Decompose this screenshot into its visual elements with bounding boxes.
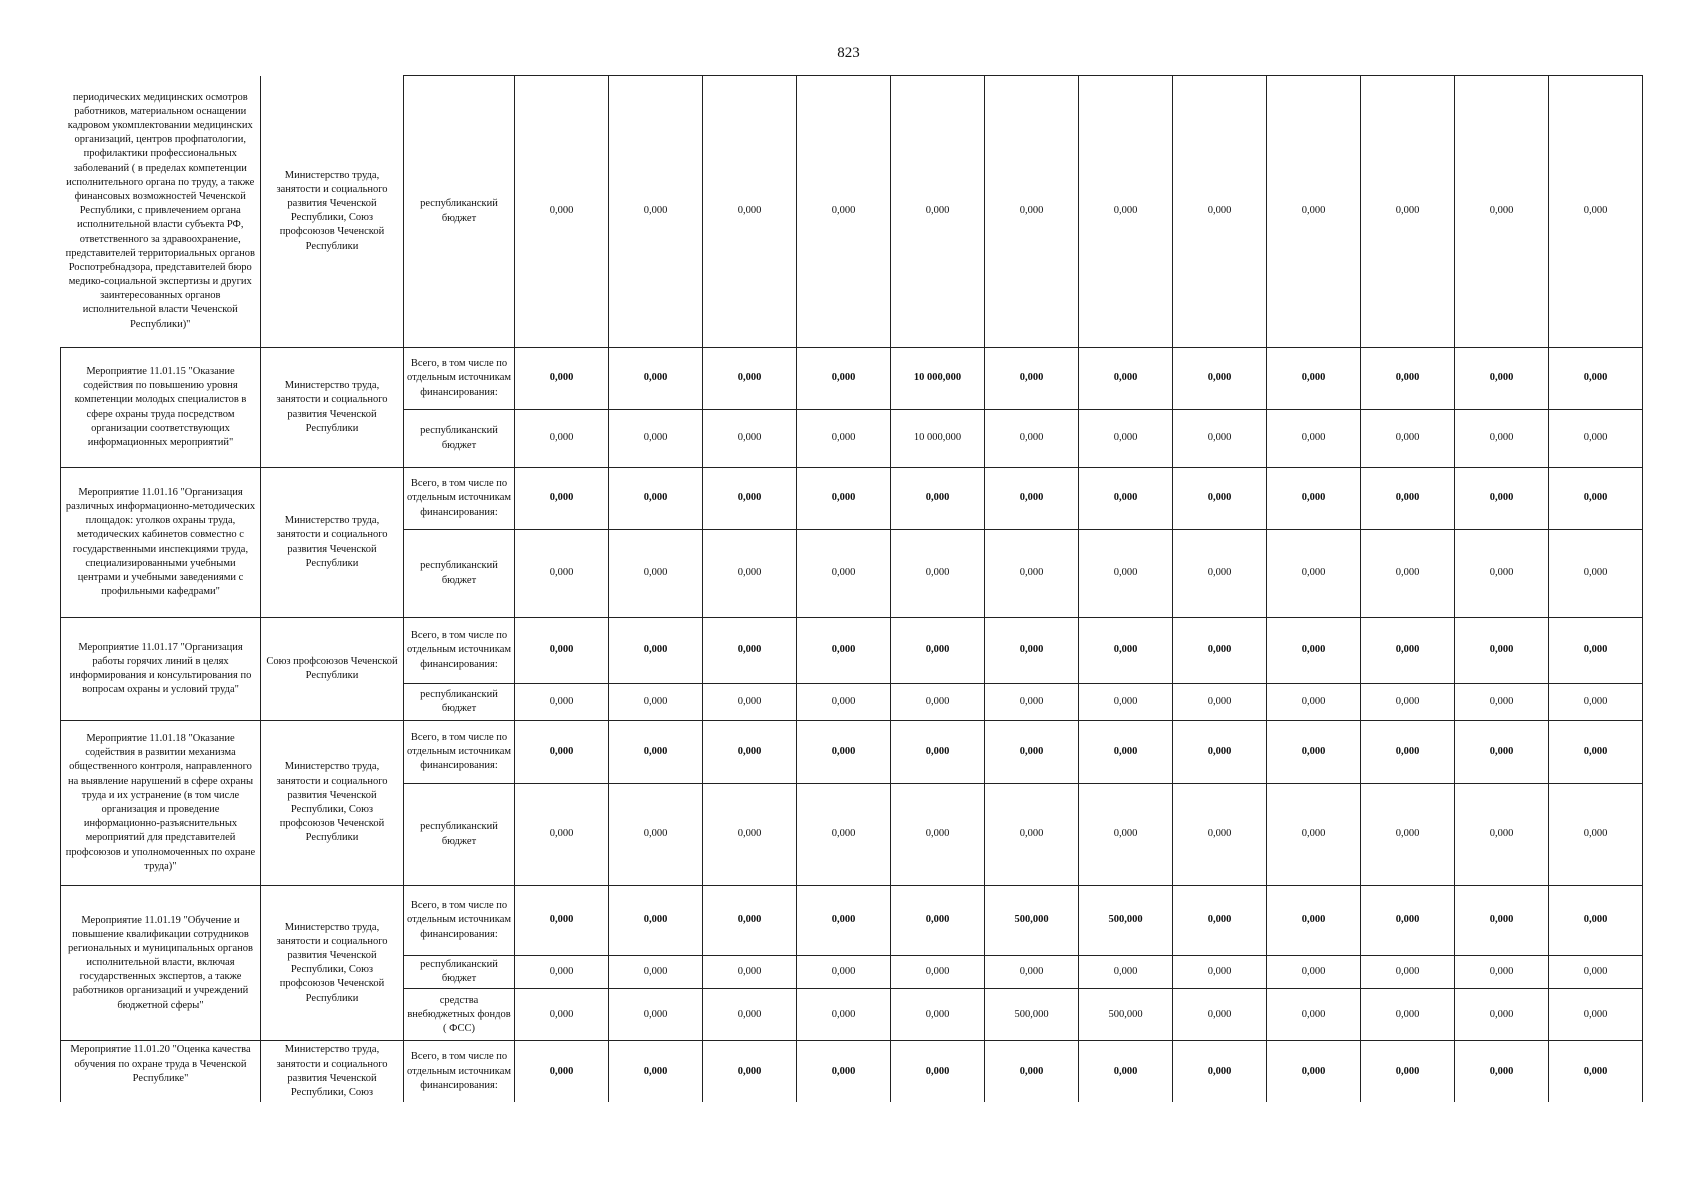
funding-source: Всего, в том числе по отдельным источникам финансирования:: [404, 348, 515, 410]
amount-cell: 0,000: [797, 721, 891, 784]
amount-cell: 0,000: [1549, 684, 1643, 721]
amount-cell: 0,000: [797, 886, 891, 956]
amount-cell: 0,000: [797, 684, 891, 721]
amount-cell: 0,000: [1361, 530, 1455, 618]
amount-cell: 0,000: [891, 468, 985, 530]
amount-cell: 0,000: [1079, 684, 1173, 721]
amount-cell: 0,000: [1549, 618, 1643, 684]
amount-cell: 0,000: [703, 886, 797, 956]
amount-cell: 0,000: [985, 348, 1079, 410]
amount-cell: 0,000: [609, 76, 703, 348]
amount-cell: 0,000: [1173, 530, 1267, 618]
funding-source: республиканский бюджет: [404, 684, 515, 721]
amount-cell: 0,000: [609, 618, 703, 684]
amount-cell: 0,000: [1079, 348, 1173, 410]
amount-cell: 0,000: [1267, 618, 1361, 684]
amount-cell: 500,000: [1079, 989, 1173, 1041]
amount-cell: 0,000: [703, 76, 797, 348]
amount-cell: 0,000: [1455, 1041, 1549, 1102]
amount-cell: 0,000: [891, 618, 985, 684]
amount-cell: 0,000: [609, 956, 703, 989]
amount-cell: 0,000: [1079, 956, 1173, 989]
funding-source: республиканский бюджет: [404, 956, 515, 989]
amount-cell: 0,000: [1361, 784, 1455, 886]
amount-cell: 0,000: [985, 1041, 1079, 1102]
measure-name: Мероприятие 11.01.18 "Оказание содействия в развитии механизма общественного контроля, направленного на выявление нарушений в сфере охраны труда и их устранение (в том числе организация и проведение информационно-разъяснительных мероприятий для представителей профсоюзов и уполномоченных по охране труда)": [61, 721, 261, 886]
funding-source: Всего, в том числе по отдельным источникам финансирования:: [404, 721, 515, 784]
amount-cell: 500,000: [1079, 886, 1173, 956]
funding-source: республиканский бюджет: [404, 784, 515, 886]
measure-name: Мероприятие 11.01.16 "Организация различных информационно-методических площадок: уголков охраны труда, методических кабинетов совместно с государственными инспекциями труда, специализированными учебными центрами и учебными заведениями с профильными кафедрами": [61, 468, 261, 618]
funding-source: Всего, в том числе по отдельным источникам финансирования:: [404, 886, 515, 956]
amount-cell: 0,000: [1267, 410, 1361, 468]
amount-cell: 0,000: [985, 956, 1079, 989]
amount-cell: 0,000: [1173, 684, 1267, 721]
amount-cell: 0,000: [1549, 468, 1643, 530]
amount-cell: 0,000: [1267, 684, 1361, 721]
funding-source: республиканский бюджет: [404, 530, 515, 618]
amount-cell: 0,000: [1079, 1041, 1173, 1102]
amount-cell: 0,000: [1267, 76, 1361, 348]
amount-cell: 0,000: [1173, 784, 1267, 886]
table-row: [61, 721, 1643, 784]
amount-cell: 0,000: [985, 410, 1079, 468]
amount-cell: 0,000: [1455, 348, 1549, 410]
measure-name: Мероприятие 11.01.17 "Организация работы горячих линий в целях информирования и консультирования по вопросам охраны и условий труда": [61, 618, 261, 721]
amount-cell: 0,000: [1549, 348, 1643, 410]
funding-source: Всего, в том числе по отдельным источникам финансирования:: [404, 618, 515, 684]
amount-cell: 0,000: [1361, 886, 1455, 956]
table-row: [61, 76, 1643, 348]
amount-cell: 0,000: [1361, 410, 1455, 468]
amount-cell: 0,000: [1267, 956, 1361, 989]
amount-cell: 0,000: [515, 956, 609, 989]
responsible-org: Министерство труда, занятости и социального развития Чеченской Республики, Союз: [261, 1041, 404, 1102]
amount-cell: 0,000: [1549, 530, 1643, 618]
amount-cell: 0,000: [1549, 784, 1643, 886]
amount-cell: 0,000: [609, 530, 703, 618]
amount-cell: 0,000: [1361, 721, 1455, 784]
amount-cell: 0,000: [797, 76, 891, 348]
amount-cell: 0,000: [1173, 618, 1267, 684]
amount-cell: 0,000: [703, 721, 797, 784]
amount-cell: 0,000: [515, 530, 609, 618]
amount-cell: 0,000: [1079, 468, 1173, 530]
amount-cell: 0,000: [891, 721, 985, 784]
amount-cell: 0,000: [515, 721, 609, 784]
amount-cell: 0,000: [703, 410, 797, 468]
measure-name: Мероприятие 11.01.15 "Оказание содействия по повышению уровня компетенции молодых специалистов в сфере охраны труда посредством организации соответствующих информационных мероприятий": [61, 348, 261, 468]
amount-cell: 0,000: [1455, 721, 1549, 784]
table-row: [61, 1041, 1643, 1102]
amount-cell: 0,000: [985, 721, 1079, 784]
amount-cell: 10 000,000: [891, 348, 985, 410]
amount-cell: 0,000: [609, 784, 703, 886]
amount-cell: 0,000: [1267, 886, 1361, 956]
funding-source: Всего, в том числе по отдельным источникам финансирования:: [404, 468, 515, 530]
amount-cell: 0,000: [703, 956, 797, 989]
amount-cell: 0,000: [797, 410, 891, 468]
amount-cell: 0,000: [1079, 410, 1173, 468]
amount-cell: 0,000: [703, 1041, 797, 1102]
amount-cell: 0,000: [1455, 76, 1549, 348]
amount-cell: 0,000: [891, 530, 985, 618]
amount-cell: 0,000: [797, 989, 891, 1041]
amount-cell: 0,000: [515, 468, 609, 530]
amount-cell: 0,000: [1549, 410, 1643, 468]
amount-cell: 0,000: [797, 618, 891, 684]
amount-cell: 0,000: [797, 348, 891, 410]
amount-cell: 0,000: [1173, 468, 1267, 530]
amount-cell: 0,000: [609, 348, 703, 410]
amount-cell: 0,000: [609, 684, 703, 721]
amount-cell: 0,000: [1079, 530, 1173, 618]
budget-table: [60, 75, 1643, 1102]
amount-cell: 0,000: [1361, 1041, 1455, 1102]
amount-cell: 0,000: [1361, 468, 1455, 530]
amount-cell: 0,000: [1267, 468, 1361, 530]
amount-cell: 0,000: [1455, 989, 1549, 1041]
amount-cell: 0,000: [1549, 989, 1643, 1041]
amount-cell: 0,000: [985, 468, 1079, 530]
amount-cell: 0,000: [891, 76, 985, 348]
page-number: 823: [837, 45, 860, 61]
amount-cell: 0,000: [1173, 956, 1267, 989]
amount-cell: 0,000: [985, 76, 1079, 348]
amount-cell: 0,000: [1173, 721, 1267, 784]
amount-cell: 500,000: [985, 886, 1079, 956]
amount-cell: 0,000: [703, 684, 797, 721]
amount-cell: 0,000: [1173, 76, 1267, 348]
responsible-org: Министерство труда, занятости и социального развития Чеченской Республики, Союз профсоюзов Чеченской Республики: [261, 721, 404, 886]
amount-cell: 0,000: [703, 468, 797, 530]
amount-cell: 0,000: [891, 784, 985, 886]
amount-cell: 0,000: [609, 886, 703, 956]
amount-cell: 0,000: [703, 784, 797, 886]
amount-cell: 0,000: [515, 348, 609, 410]
amount-cell: 0,000: [703, 618, 797, 684]
amount-cell: 0,000: [891, 886, 985, 956]
measure-name: Мероприятие 11.01.19 "Обучение и повышение квалификации сотрудников региональных и муниципальных органов исполнительной власти, включая государственных экспертов, а также работников организаций и учреждений бюджетной сферы": [61, 886, 261, 1041]
measure-name: периодических медицинских осмотров работников, материальном оснащении кадровом укомплектовании медицинских организаций, центров профпатологии, профилактики профессиональных заболеваний ( в пределах компетенции исполнительного органа по труду, а также финансовых возможностей Чеченской Республики, с привлечением органа исполнительной власти субъекта РФ, ответственного за здравоохранение, представителей территориальных органов Роспотребнадзора, представителей бюро медико-социальной экспертизы и других заинтересованных органов исполнительной власти Чеченской Республики)": [61, 76, 261, 348]
amount-cell: 0,000: [1455, 886, 1549, 956]
amount-cell: 0,000: [703, 348, 797, 410]
amount-cell: 0,000: [1173, 1041, 1267, 1102]
amount-cell: 0,000: [1549, 721, 1643, 784]
responsible-org: Министерство труда, занятости и социального развития Чеченской Республики, Союз профсоюзов Чеченской Республики: [261, 76, 404, 348]
amount-cell: 0,000: [1267, 348, 1361, 410]
responsible-org: Министерство труда, занятости и социального развития Чеченской Республики: [261, 348, 404, 468]
funding-source: республиканский бюджет: [404, 76, 515, 348]
amount-cell: 0,000: [609, 468, 703, 530]
amount-cell: 0,000: [1079, 721, 1173, 784]
amount-cell: 0,000: [1173, 410, 1267, 468]
amount-cell: 0,000: [515, 886, 609, 956]
measure-name: Мероприятие 11.01.20 "Оценка качества обучения по охране труда в Чеченской Республике": [61, 1041, 261, 1102]
amount-cell: 10 000,000: [891, 410, 985, 468]
amount-cell: 0,000: [515, 618, 609, 684]
table-row: [61, 618, 1643, 684]
amount-cell: 0,000: [609, 989, 703, 1041]
amount-cell: 0,000: [1361, 989, 1455, 1041]
amount-cell: 0,000: [1455, 410, 1549, 468]
amount-cell: 500,000: [985, 989, 1079, 1041]
amount-cell: 0,000: [1361, 76, 1455, 348]
amount-cell: 0,000: [515, 784, 609, 886]
amount-cell: 0,000: [703, 989, 797, 1041]
responsible-org: Министерство труда, занятости и социального развития Чеченской Республики, Союз профсоюзов Чеченской Республики: [261, 886, 404, 1041]
amount-cell: 0,000: [1549, 956, 1643, 989]
funding-source: республиканский бюджет: [404, 410, 515, 468]
amount-cell: 0,000: [1455, 530, 1549, 618]
amount-cell: 0,000: [1173, 348, 1267, 410]
amount-cell: 0,000: [891, 989, 985, 1041]
responsible-org: Министерство труда, занятости и социального развития Чеченской Республики: [261, 468, 404, 618]
amount-cell: 0,000: [891, 956, 985, 989]
amount-cell: 0,000: [515, 989, 609, 1041]
amount-cell: 0,000: [1079, 618, 1173, 684]
amount-cell: 0,000: [1455, 618, 1549, 684]
amount-cell: 0,000: [1079, 784, 1173, 886]
amount-cell: 0,000: [515, 684, 609, 721]
amount-cell: 0,000: [1455, 684, 1549, 721]
amount-cell: 0,000: [985, 784, 1079, 886]
table-row: [61, 468, 1643, 530]
amount-cell: 0,000: [891, 1041, 985, 1102]
amount-cell: 0,000: [1267, 721, 1361, 784]
amount-cell: 0,000: [703, 530, 797, 618]
amount-cell: 0,000: [515, 410, 609, 468]
amount-cell: 0,000: [891, 684, 985, 721]
amount-cell: 0,000: [985, 618, 1079, 684]
funding-source: Всего, в том числе по отдельным источникам финансирования:: [404, 1041, 515, 1102]
amount-cell: 0,000: [1549, 886, 1643, 956]
amount-cell: 0,000: [515, 1041, 609, 1102]
amount-cell: 0,000: [1361, 618, 1455, 684]
amount-cell: 0,000: [1079, 76, 1173, 348]
amount-cell: 0,000: [1455, 956, 1549, 989]
amount-cell: 0,000: [1267, 1041, 1361, 1102]
amount-cell: 0,000: [1549, 76, 1643, 348]
amount-cell: 0,000: [985, 530, 1079, 618]
amount-cell: 0,000: [1455, 468, 1549, 530]
table-row: [61, 886, 1643, 956]
amount-cell: 0,000: [797, 468, 891, 530]
amount-cell: 0,000: [1361, 684, 1455, 721]
amount-cell: 0,000: [1549, 1041, 1643, 1102]
amount-cell: 0,000: [1267, 530, 1361, 618]
amount-cell: 0,000: [1173, 886, 1267, 956]
funding-source: средства внебюджетных фондов ( ФСС): [404, 989, 515, 1041]
amount-cell: 0,000: [609, 410, 703, 468]
table-row: [61, 348, 1643, 410]
amount-cell: 0,000: [985, 684, 1079, 721]
amount-cell: 0,000: [515, 76, 609, 348]
amount-cell: 0,000: [797, 956, 891, 989]
amount-cell: 0,000: [1361, 348, 1455, 410]
amount-cell: 0,000: [797, 1041, 891, 1102]
amount-cell: 0,000: [797, 530, 891, 618]
amount-cell: 0,000: [1455, 784, 1549, 886]
amount-cell: 0,000: [609, 1041, 703, 1102]
amount-cell: 0,000: [1361, 956, 1455, 989]
amount-cell: 0,000: [1267, 989, 1361, 1041]
amount-cell: 0,000: [609, 721, 703, 784]
amount-cell: 0,000: [797, 784, 891, 886]
responsible-org: Союз профсоюзов Чеченской Республики: [261, 618, 404, 721]
amount-cell: 0,000: [1173, 989, 1267, 1041]
amount-cell: 0,000: [1267, 784, 1361, 886]
